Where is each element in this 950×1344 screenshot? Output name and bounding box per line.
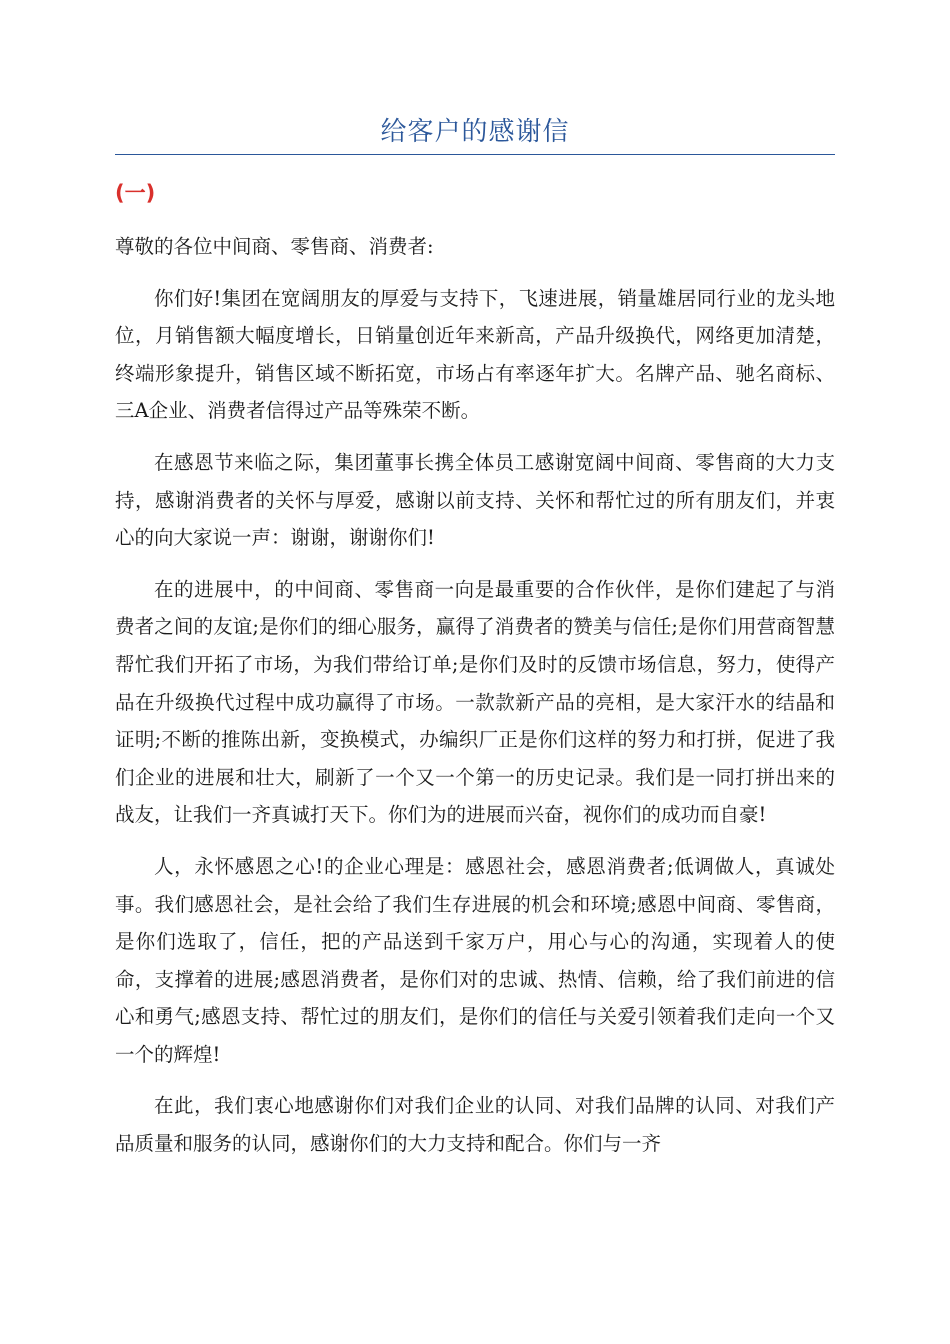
letter-body xyxy=(115,228,835,1177)
title-underline xyxy=(115,154,835,155)
paragraph-2: 在感恩节来临之际，集团董事长携全体员工感谢宽阔中间商、零售商的大力支持，感谢消费者的关怀与厚爱，感谢以前支持、关怀和帮忙过的所有朋友们，并衷心的向大家说一声：谢谢，谢谢你们! xyxy=(115,450,835,550)
section-heading: (一) xyxy=(115,181,156,205)
paragraph-5: 在此，我们衷心地感谢你们对我们企业的认同、对我们品牌的认同、对我们产品质量和服务的认同，感谢你们的大力支持和配合。你们与一齐 xyxy=(115,1094,835,1156)
paragraph-4: 人，永怀感恩之心!的企业心理是：感恩社会，感恩消费者;低调做人，真诚处事。我们感恩社会，是社会给了我们生存进展的机会和环境;感恩中间商、零售商，是你们选取了，信任，把的产品送到千家万户，用心与心的沟通，实现着人的使命，支撑着的进展;感恩消费者，是你们对的忠诚、热情、信赖，给了我们前进的信心和勇气;感恩支持、帮忙过的朋友们，是你们的信任与关爱引领着我们走向一个又一个的辉煌! xyxy=(115,854,835,1066)
document-title: 给客户的感谢信 xyxy=(380,117,570,147)
salutation: 尊敬的各位中间商、零售商、消费者: xyxy=(115,235,434,258)
paragraph-3: 在的进展中，的中间商、零售商一向是最重要的合作伙伴，是你们建起了与消费者之间的友谊;是你们的细心服务，赢得了消费者的赞美与信任;是你们用营商智慧帮忙我们开拓了市场，为我们带给订单;是你们及时的反馈市场信息，努力，使得产品在升级换代过程中成功赢得了市场。一款款新产品的亮相，是大家汗水的结晶和证明;不断的推陈出新，变换模式，办编织厂正是你们这样的努力和打拼，促进了我们企业的进展和壮大，刷新了一个又一个第一的历史记录。我们是一同打拼出来的战友，让我们一齐真诚打天下。你们为的进展而兴奋，视你们的成功而自豪! xyxy=(115,577,835,827)
paragraph-1: 你们好!集团在宽阔朋友的厚爱与支持下，飞速进展，销量雄居同行业的龙头地位，月销售额大幅度增长，日销量创近年来新高，产品升级换代，网络更加清楚，终端形象提升，销售区域不断拓宽，市场占有率逐年扩大。名牌产品、驰名商标、三A企业、消费者信得过产品等殊荣不断。 xyxy=(115,286,835,423)
